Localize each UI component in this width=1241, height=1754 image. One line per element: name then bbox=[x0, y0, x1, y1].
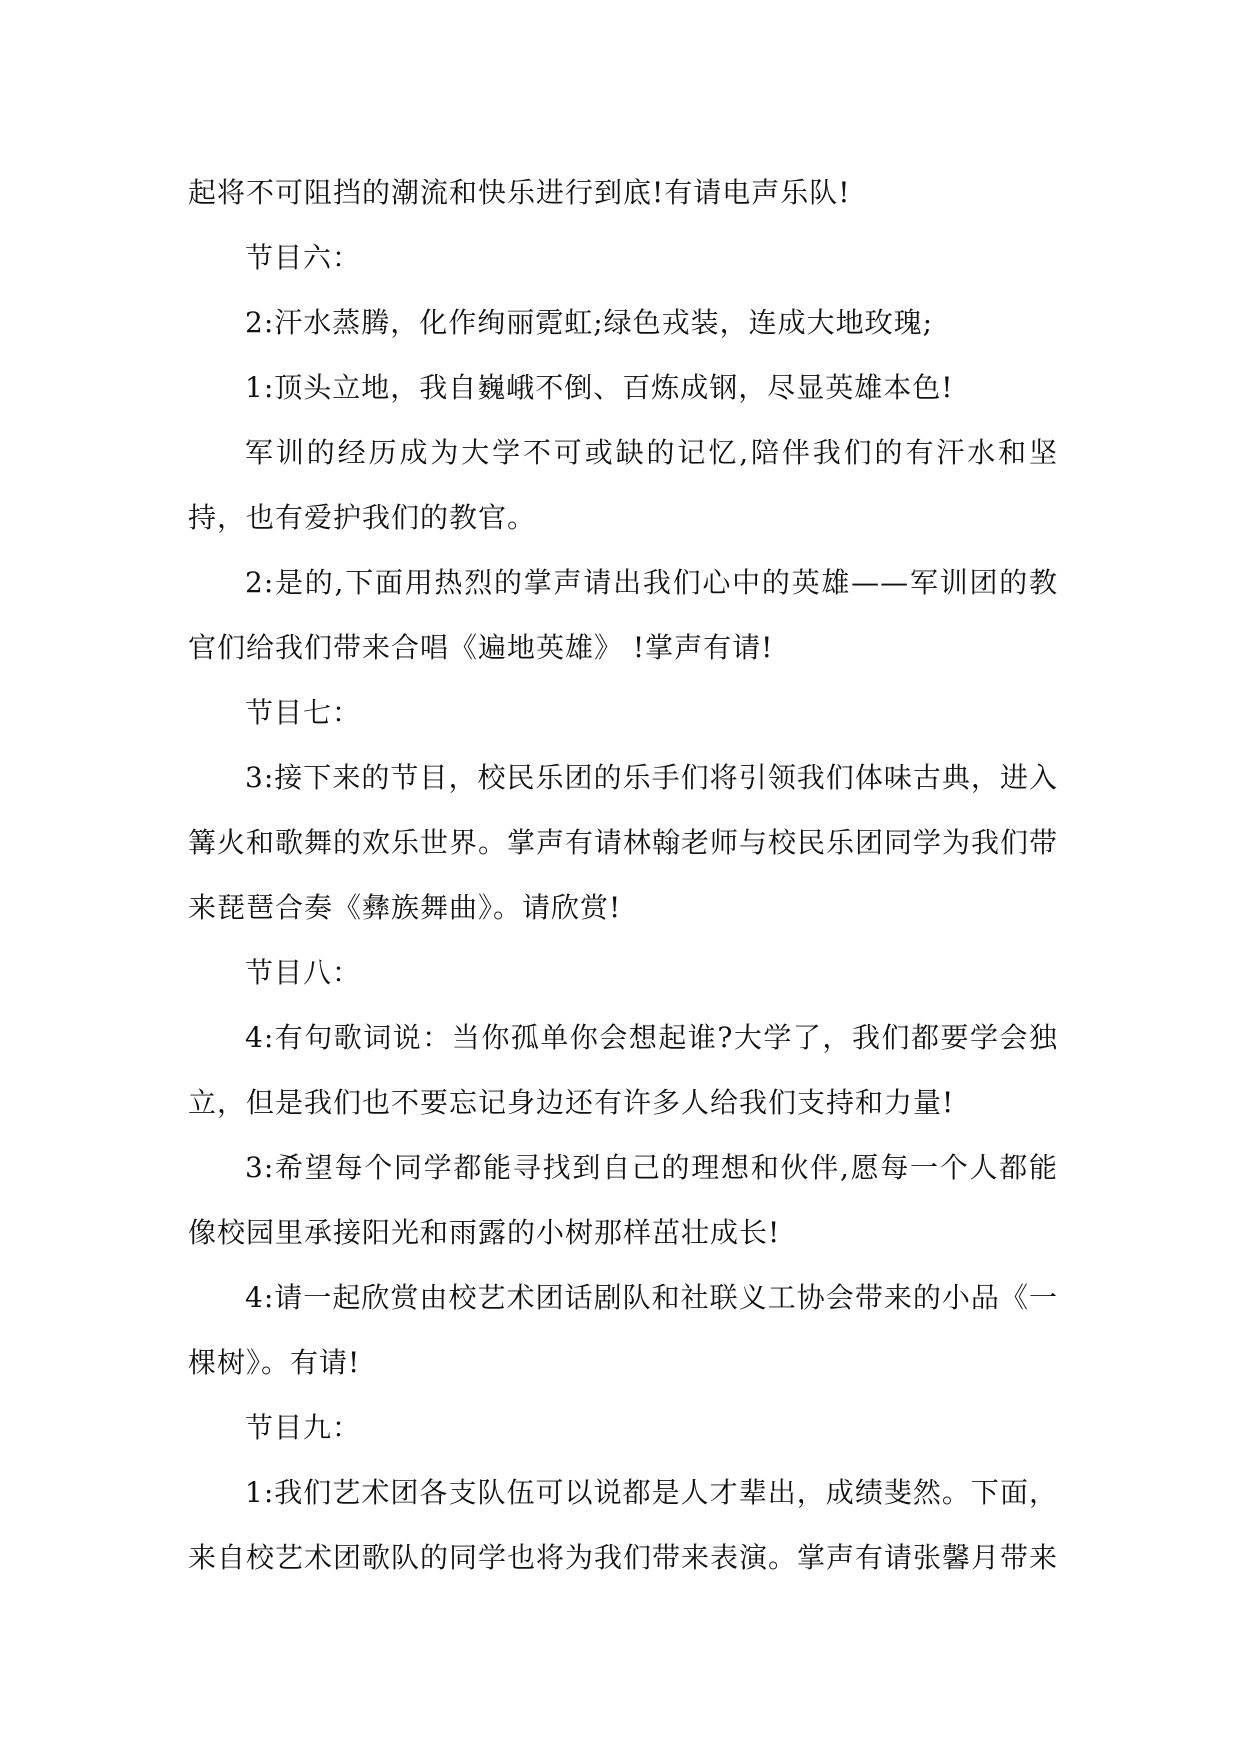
paragraph: 2:是的,下面用热烈的掌声请出我们心中的英雄——军训团的教官们给我们带来合唱《遍地英雄》 !掌声有请! bbox=[188, 566, 1058, 664]
program-heading-seven: 节目七： bbox=[245, 696, 362, 729]
paragraph: 军训的经历成为大学不可或缺的记忆,陪伴我们的有汗水和坚持，也有爱护我们的教官。 bbox=[188, 436, 1058, 534]
paragraph: 4:请一起欣赏由校艺术团话剧队和社联义工协会带来的小品《一棵树》。有请! bbox=[188, 1281, 1058, 1379]
program-heading-six: 节目六： bbox=[245, 241, 362, 274]
paragraph: 2:汗水蒸腾，化作绚丽霓虹;绿色戎装，连成大地玫瑰; bbox=[245, 306, 934, 339]
paragraph: 3:接下来的节目，校民乐团的乐手们将引领我们体味古典，进入篝火和歌舞的欢乐世界。掌声有请林翰老师与校民乐团同学为我们带来琵琶合奏《彝族舞曲》。请欣赏! bbox=[188, 761, 1059, 924]
paragraph: 1:顶头立地，我自巍峨不倒、百炼成钢，尽显英雄本色! bbox=[245, 371, 954, 404]
paragraph: 起将不可阻挡的潮流和快乐进行到底!有请电声乐队! bbox=[188, 176, 851, 209]
program-heading-nine: 节目九： bbox=[245, 1411, 362, 1444]
paragraph: 4:有句歌词说：当你孤单你会想起谁?大学了，我们都要学会独立，但是我们也不要忘记身边还有许多人给我们支持和力量! bbox=[188, 1021, 1058, 1119]
paragraph: 3:希望每个同学都能寻找到自己的理想和伙伴,愿每一个人都能像校园里承接阳光和雨露的小树那样茁壮成长! bbox=[188, 1151, 1058, 1249]
paragraph: 1:我们艺术团各支队伍可以说都是人才辈出，成绩斐然。下面，来自校艺术团歌队的同学也将为我们带来表演。掌声有请张馨月带来 bbox=[188, 1476, 1059, 1574]
program-heading-eight: 节目八： bbox=[245, 956, 362, 989]
document-body bbox=[188, 160, 1058, 1590]
